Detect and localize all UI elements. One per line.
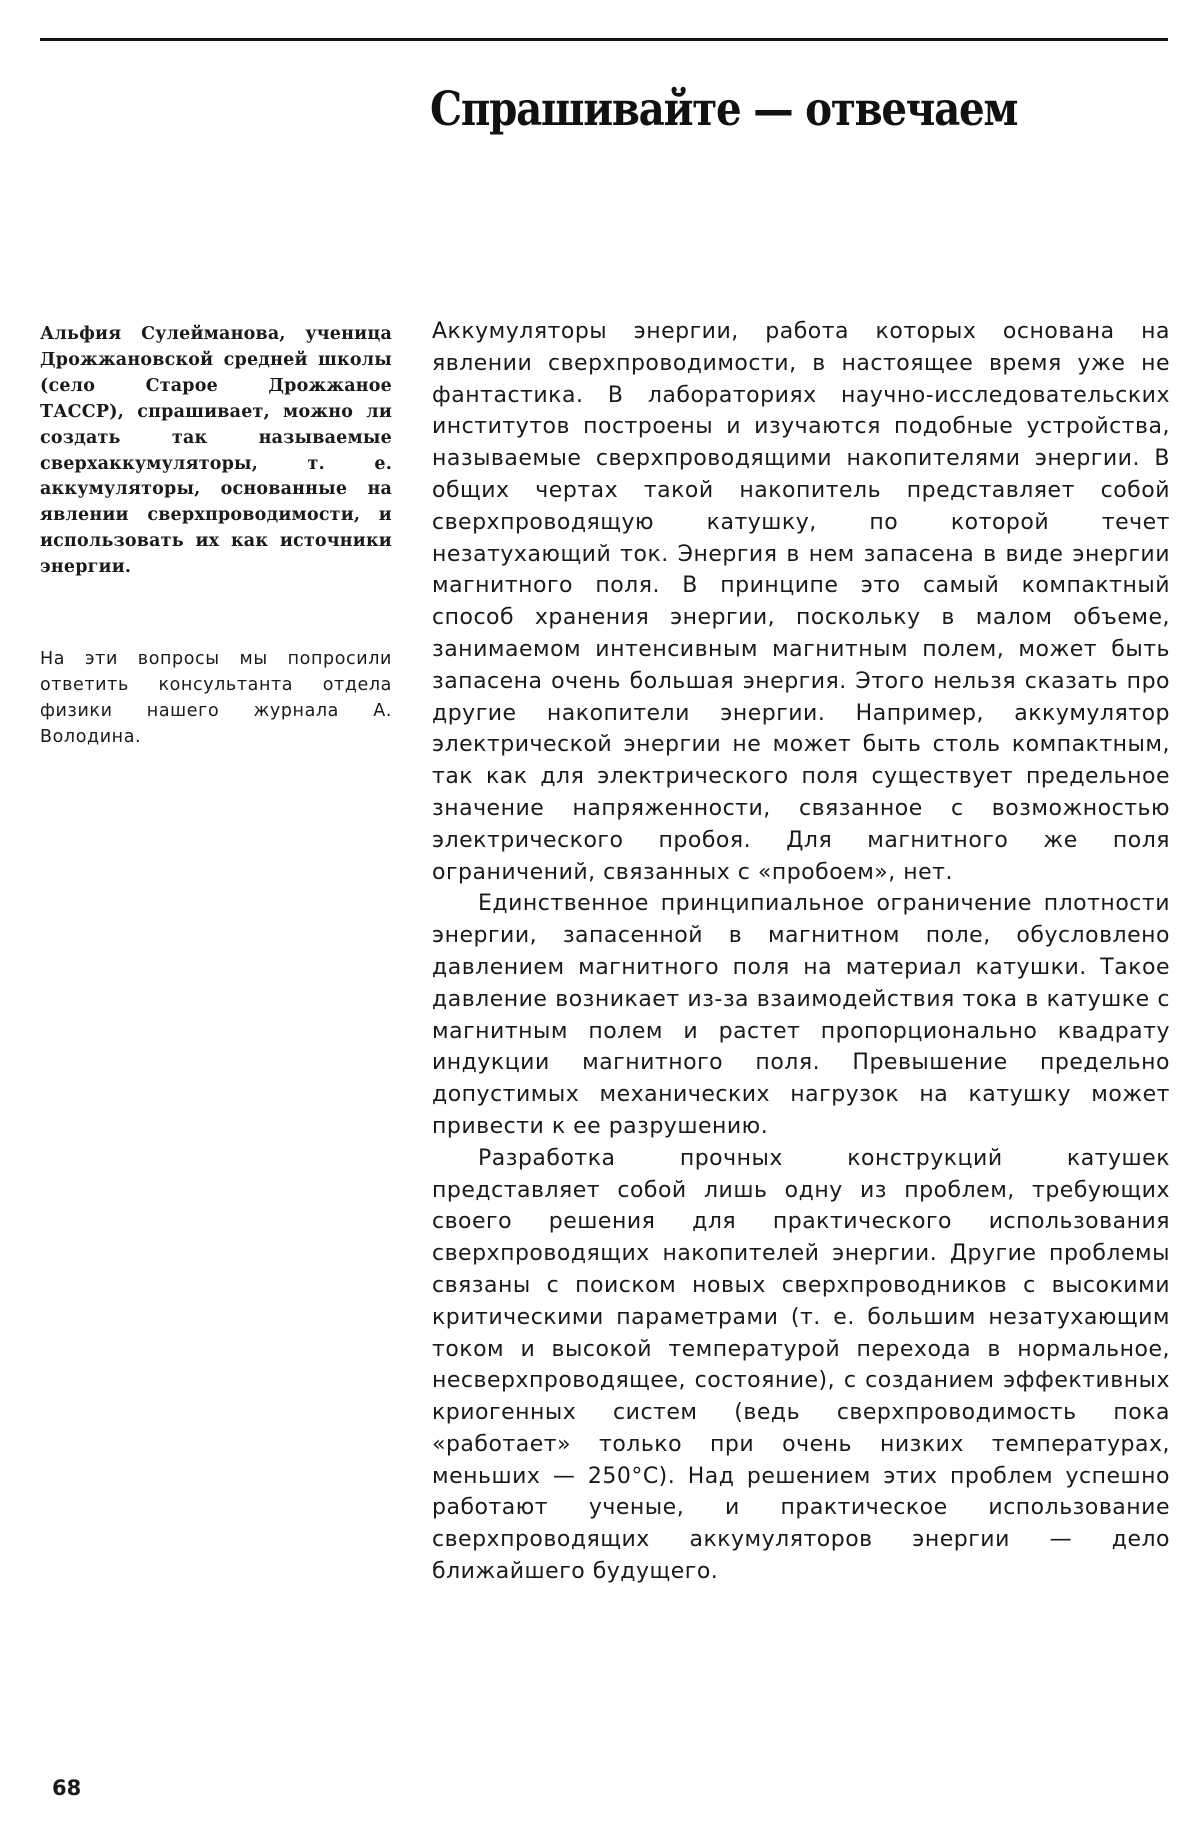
top-rule	[40, 38, 1168, 41]
article-paragraph-2: Единственное принципиальное ограничение плотности энергии, запасенной в магнитном поле, обусловлено давлением магнитного поля на материал катушки. Такое давление возникает из-за взаимодействия тока в катушке с магнитным полем и растет пропорционально квадрату индукции магнитного поля. Превышение предельно допустимых механических нагрузок на катушку может привести к ее разрушению.	[432, 891, 1170, 1139]
editor-note: На эти вопросы мы попросили ответить консультанта отдела физики нашего журнала А. Володина.	[40, 649, 392, 747]
reader-question: Альфия Сулейманова, ученица Дрожжановской средней школы (село Старое Дрожжаное ТАССР), спрашивает, можно ли создать так называемые сверхаккумуляторы, т. е. аккумуляторы, основанные на явлении сверхпроводимости, и использовать их как источники энергии.	[40, 324, 392, 578]
article-paragraph-3: Разработка прочных конструкций катушек представляет собой лишь одну из проблем, требующих своего решения для практического использования сверхпроводящих накопителей энергии. Другие проблемы связаны с поиском новых сверхпроводников с высокими критическими параметрами (т. е. большим незатухающим током и высокой температурой перехода в нормальное, несверхпроводящее, состояние), с созданием эффективных криогенных систем (ведь сверхпроводимость пока «работает» только при очень низких температурах, меньших — 250°С). Над решением этих проблем успешно работают ученые, и практическое использование сверхпроводящих аккумуляторов энергии — дело ближайшего будущего.	[432, 1145, 1170, 1585]
article-body	[432, 316, 1170, 1588]
page-number: 68	[52, 1776, 82, 1800]
page-title: Спрашивайте — отвечаем	[430, 82, 1018, 137]
article-paragraph-1: Аккумуляторы энергии, работа которых основана на явлении сверхпроводимости, в настоящее время уже не фантастика. В лабораториях научно-исследовательских институтов построены и изучаются подобные устройства, называемые сверхпроводящими накопителями энергии. В общих чертах такой накопитель представляет собой сверхпроводящую катушку, по которой течет незатухающий ток. Энергия в нем запасена в виде энергии магнитного поля. В принципе это самый компактный способ хранения энергии, поскольку в малом объеме, занимаемом интенсивным магнитным полем, может быть запасена очень большая энергия. Этого нельзя сказать про другие накопители энергии. Например, аккумулятор электрической энергии не может быть столь компактным, так как для электрического поля существует предельное значение напряженности, связанное с возможностью электрического пробоя. Для магнитного же поля ограничений, связанных с «пробоем», нет.	[432, 319, 1170, 885]
